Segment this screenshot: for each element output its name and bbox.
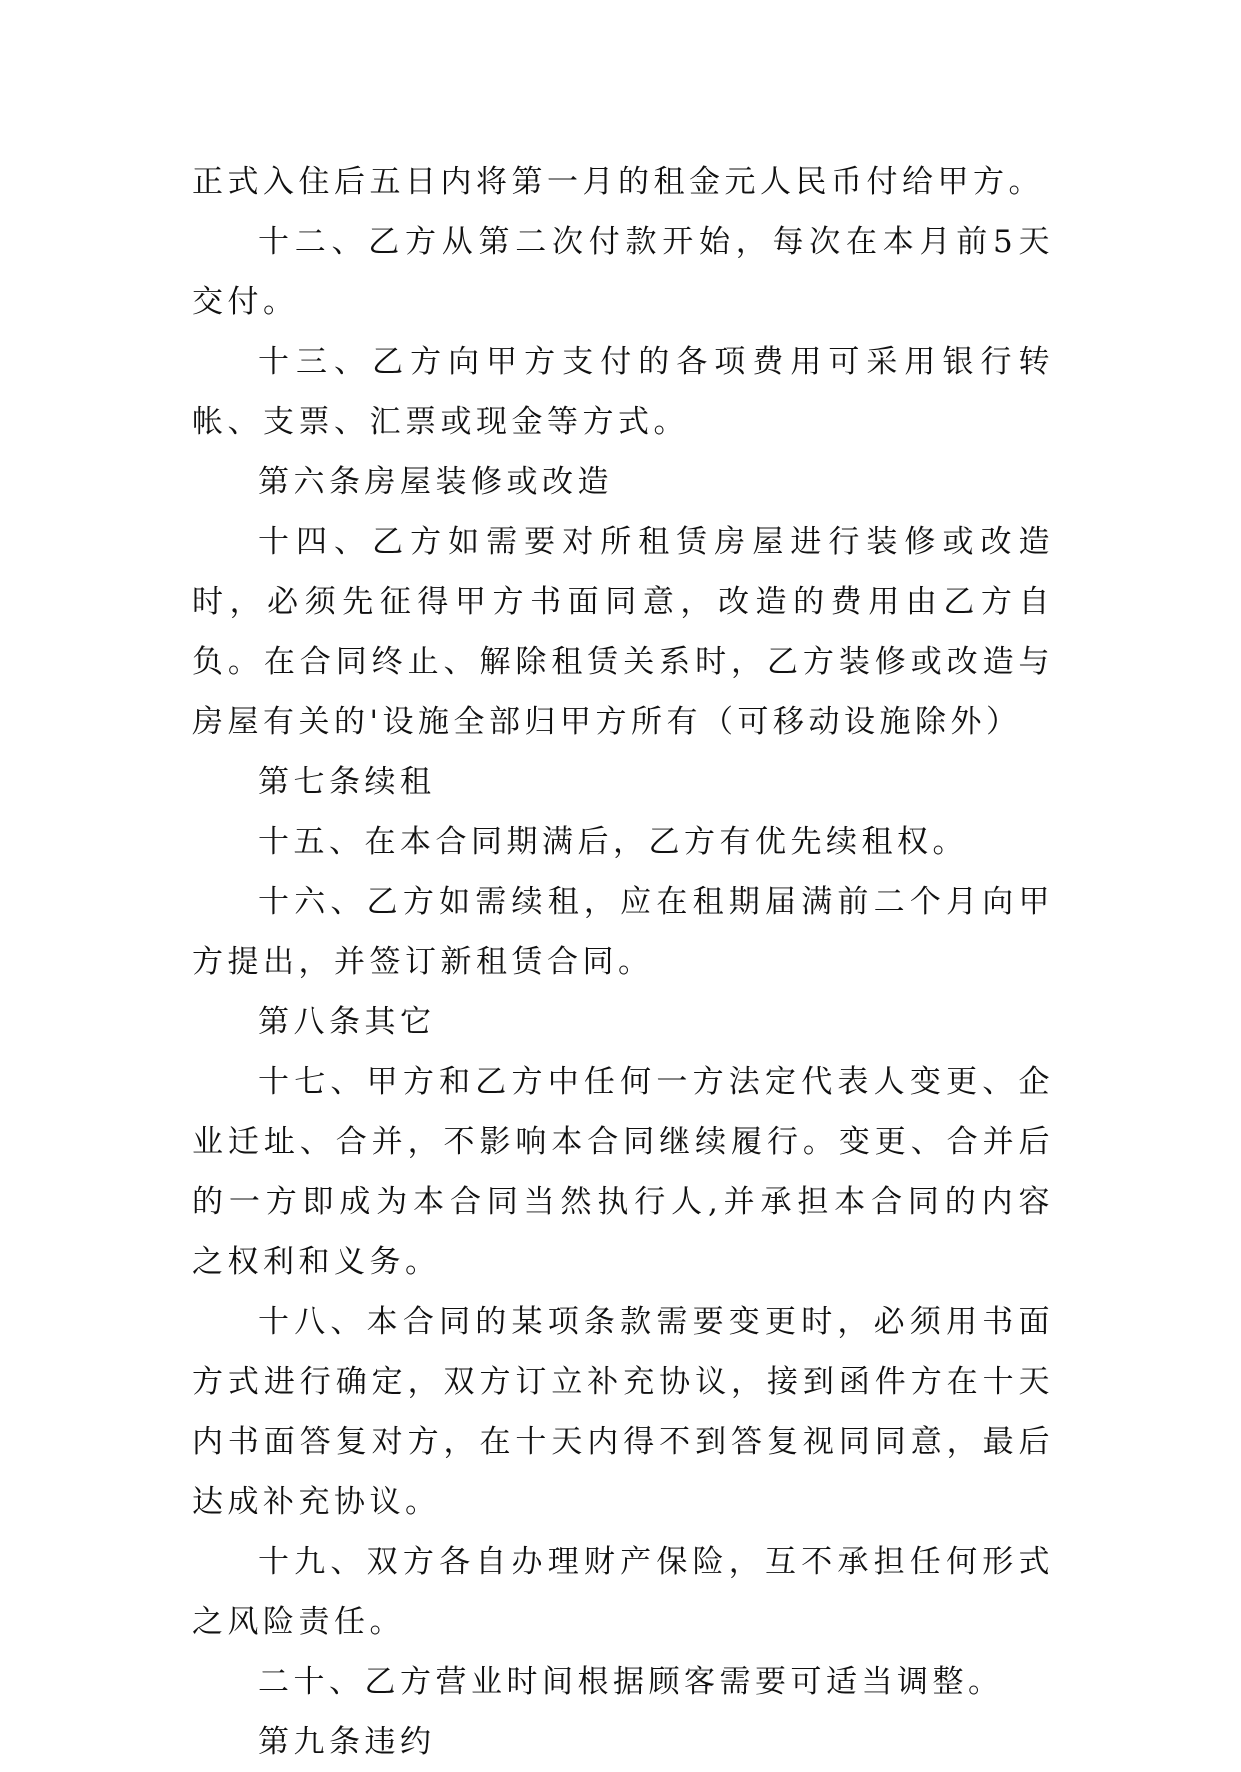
heading-article-6: 第六条房屋装修或改造: [258, 464, 613, 500]
paragraph-rent-payment-continued: 正式入住后五日内将第一月的租金元人民币付给甲方。: [192, 164, 1044, 200]
heading-article-8: 第八条其它: [258, 1004, 436, 1040]
heading-article-9: 第九条违约: [258, 1724, 436, 1760]
paragraph-clause-17: 十七、甲方和乙方中任何一方法定代表人变更、企业迁址、合并，不影响本合同继续履行。变更、合并后的一方即成为本合同当然执行人,并承担本合同的内容之权利和义务。: [192, 1064, 1054, 1280]
document-body: [192, 152, 1054, 1772]
paragraph-clause-19: 十九、双方各自办理财产保险，互不承担任何形式之风险责任。: [192, 1544, 1054, 1640]
heading-article-7: 第七条续租: [258, 764, 436, 800]
paragraph-clause-13: 十三、乙方向甲方支付的各项费用可采用银行转帐、支票、汇票或现金等方式。: [192, 344, 1054, 440]
paragraph-clause-20: 二十、乙方营业时间根据顾客需要可适当调整。: [258, 1664, 1004, 1700]
paragraph-clause-12: 十二、乙方从第二次付款开始，每次在本月前5天交付。: [192, 224, 1054, 320]
paragraph-clause-16: 十六、乙方如需续租，应在租期届满前二个月向甲方提出，并签订新租赁合同。: [192, 884, 1054, 980]
paragraph-clause-15: 十五、在本合同期满后，乙方有优先续租权。: [258, 824, 968, 860]
paragraph-clause-18: 十八、本合同的某项条款需要变更时，必须用书面方式进行确定，双方订立补充协议，接到函件方在十天内书面答复对方，在十天内得不到答复视同同意，最后达成补充协议。: [192, 1304, 1054, 1520]
paragraph-clause-14: 十四、乙方如需要对所租赁房屋进行装修或改造时，必须先征得甲方书面同意，改造的费用由乙方自负。在合同终止、解除租赁关系时，乙方装修或改造与房屋有关的'设施全部归甲方所有（可移动设施除外）: [192, 524, 1054, 740]
